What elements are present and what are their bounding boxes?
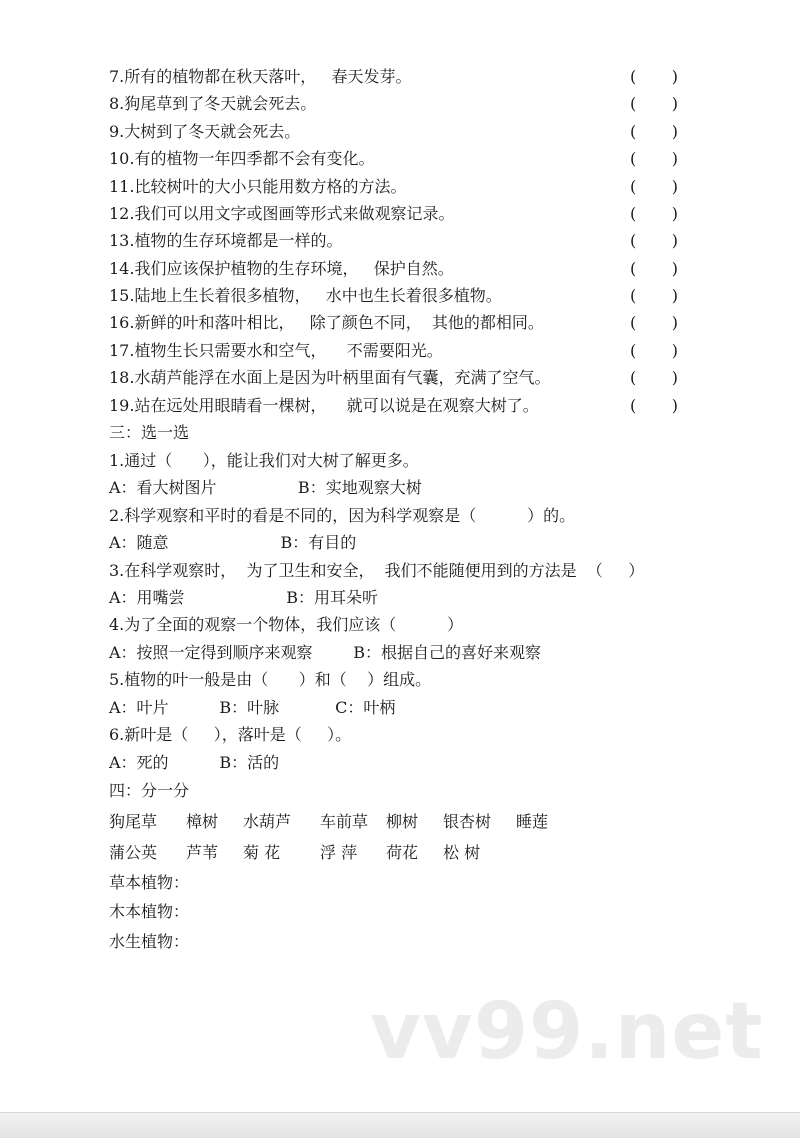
- statement-8: 8.狗尾草到了冬天就会死去。: [109, 94, 317, 113]
- statement-11: 11.比较树叶的大小只能用数方格的方法。: [109, 177, 407, 196]
- statement-18: 18.水葫芦能浮在水面上是因为叶柄里面有气囊，充满了空气。: [109, 368, 551, 387]
- statement-9: 9.大树到了冬天就会死去。: [109, 122, 301, 141]
- plant-word: 水葫芦: [243, 812, 292, 831]
- statement-7: 7.所有的植物都在秋天落叶， 春天发芽。: [109, 67, 412, 86]
- plant-word: 车前草: [320, 812, 369, 831]
- statement-16: 16.新鲜的叶和落叶相比， 除了颜色不同， 其他的都相同。: [109, 313, 544, 332]
- options-6: A：死的 B：活的: [109, 753, 280, 772]
- options-2: A：随意 B：有目的: [109, 533, 357, 552]
- answer-blank-8[interactable]: ( ): [630, 94, 678, 113]
- answer-blank-16[interactable]: ( ): [630, 313, 678, 332]
- answer-blank-18[interactable]: ( ): [630, 368, 678, 387]
- plant-word: 浮 萍: [320, 843, 358, 862]
- plant-list-row-1: [109, 812, 548, 832]
- plant-word: 睡莲: [516, 812, 549, 831]
- answer-blank-12[interactable]: ( ): [630, 204, 678, 223]
- answer-blank-15[interactable]: ( ): [630, 286, 678, 305]
- question-1: 1.通过（ ），能让我们对大树了解更多。: [109, 451, 419, 470]
- category-aquatic: 水生植物：: [109, 932, 190, 951]
- plant-word: 蒲公英: [109, 843, 158, 862]
- question-5: 5.植物的叶一般是由（ ）和（ ）组成。: [109, 670, 432, 689]
- statement-12: 12.我们可以用文字或图画等形式来做观察记录。: [109, 204, 455, 223]
- question-2: 2.科学观察和平时的看是不同的，因为科学观察是（ ）的。: [109, 506, 576, 525]
- options-3: A：用嘴尝 B：用耳朵听: [109, 588, 379, 607]
- plant-list-row-2: [109, 843, 480, 863]
- answer-blank-7[interactable]: ( ): [630, 67, 678, 86]
- options-4: A：按照一定得到顺序来观察 B：根据自己的喜好来观察: [109, 643, 542, 662]
- question-4: 4.为了全面的观察一个物体，我们应该（ ）: [109, 615, 464, 634]
- question-3: 3.在科学观察时， 为了卫生和安全， 我们不能随便用到的方法是 （ ）: [109, 561, 645, 580]
- top-margin: [0, 0, 800, 58]
- question-6: 6.新叶是（ ），落叶是（ ）。: [109, 725, 352, 744]
- statement-19: 19.站在远处用眼睛看一棵树， 就可以说是在观察大树了。: [109, 396, 539, 415]
- answer-blank-13[interactable]: ( ): [630, 231, 678, 250]
- section-3-title: 三：选一选: [109, 423, 190, 442]
- answer-blank-10[interactable]: ( ): [630, 149, 678, 168]
- answer-blank-17[interactable]: ( ): [630, 341, 678, 360]
- answer-blank-19[interactable]: ( ): [630, 396, 678, 415]
- plant-word: 荷花: [386, 843, 419, 862]
- page-bottom-edge: [0, 1112, 800, 1138]
- category-woody: 木本植物：: [109, 902, 190, 921]
- statement-17: 17.植物生长只需要水和空气， 不需要阳光。: [109, 341, 443, 360]
- plant-word: 松 树: [443, 843, 481, 862]
- statement-10: 10.有的植物一年四季都不会有变化。: [109, 149, 375, 168]
- statement-13: 13.植物的生存环境都是一样的。: [109, 231, 343, 250]
- options-5: A：叶片 B：叶脉 C：叶柄: [109, 698, 396, 717]
- answer-blank-9[interactable]: ( ): [630, 122, 678, 141]
- plant-word: 樟树: [186, 812, 219, 831]
- answer-blank-11[interactable]: ( ): [630, 177, 678, 196]
- section-4-title: 四：分一分: [109, 781, 190, 800]
- plant-word: 银杏树: [443, 812, 492, 831]
- plant-word: 柳树: [386, 812, 419, 831]
- statement-15: 15.陆地上生长着很多植物， 水中也生长着很多植物。: [109, 286, 502, 305]
- category-herbaceous: 草本植物：: [109, 873, 190, 892]
- answer-blank-14[interactable]: ( ): [630, 259, 678, 278]
- options-1: A：看大树图片 B：实地观察大树: [109, 478, 422, 497]
- watermark: vv99.net: [370, 987, 764, 1077]
- plant-word: 芦苇: [186, 843, 219, 862]
- statement-14: 14.我们应该保护植物的生存环境， 保护自然。: [109, 259, 454, 278]
- plant-word: 菊 花: [243, 843, 281, 862]
- plant-word: 狗尾草: [109, 812, 158, 831]
